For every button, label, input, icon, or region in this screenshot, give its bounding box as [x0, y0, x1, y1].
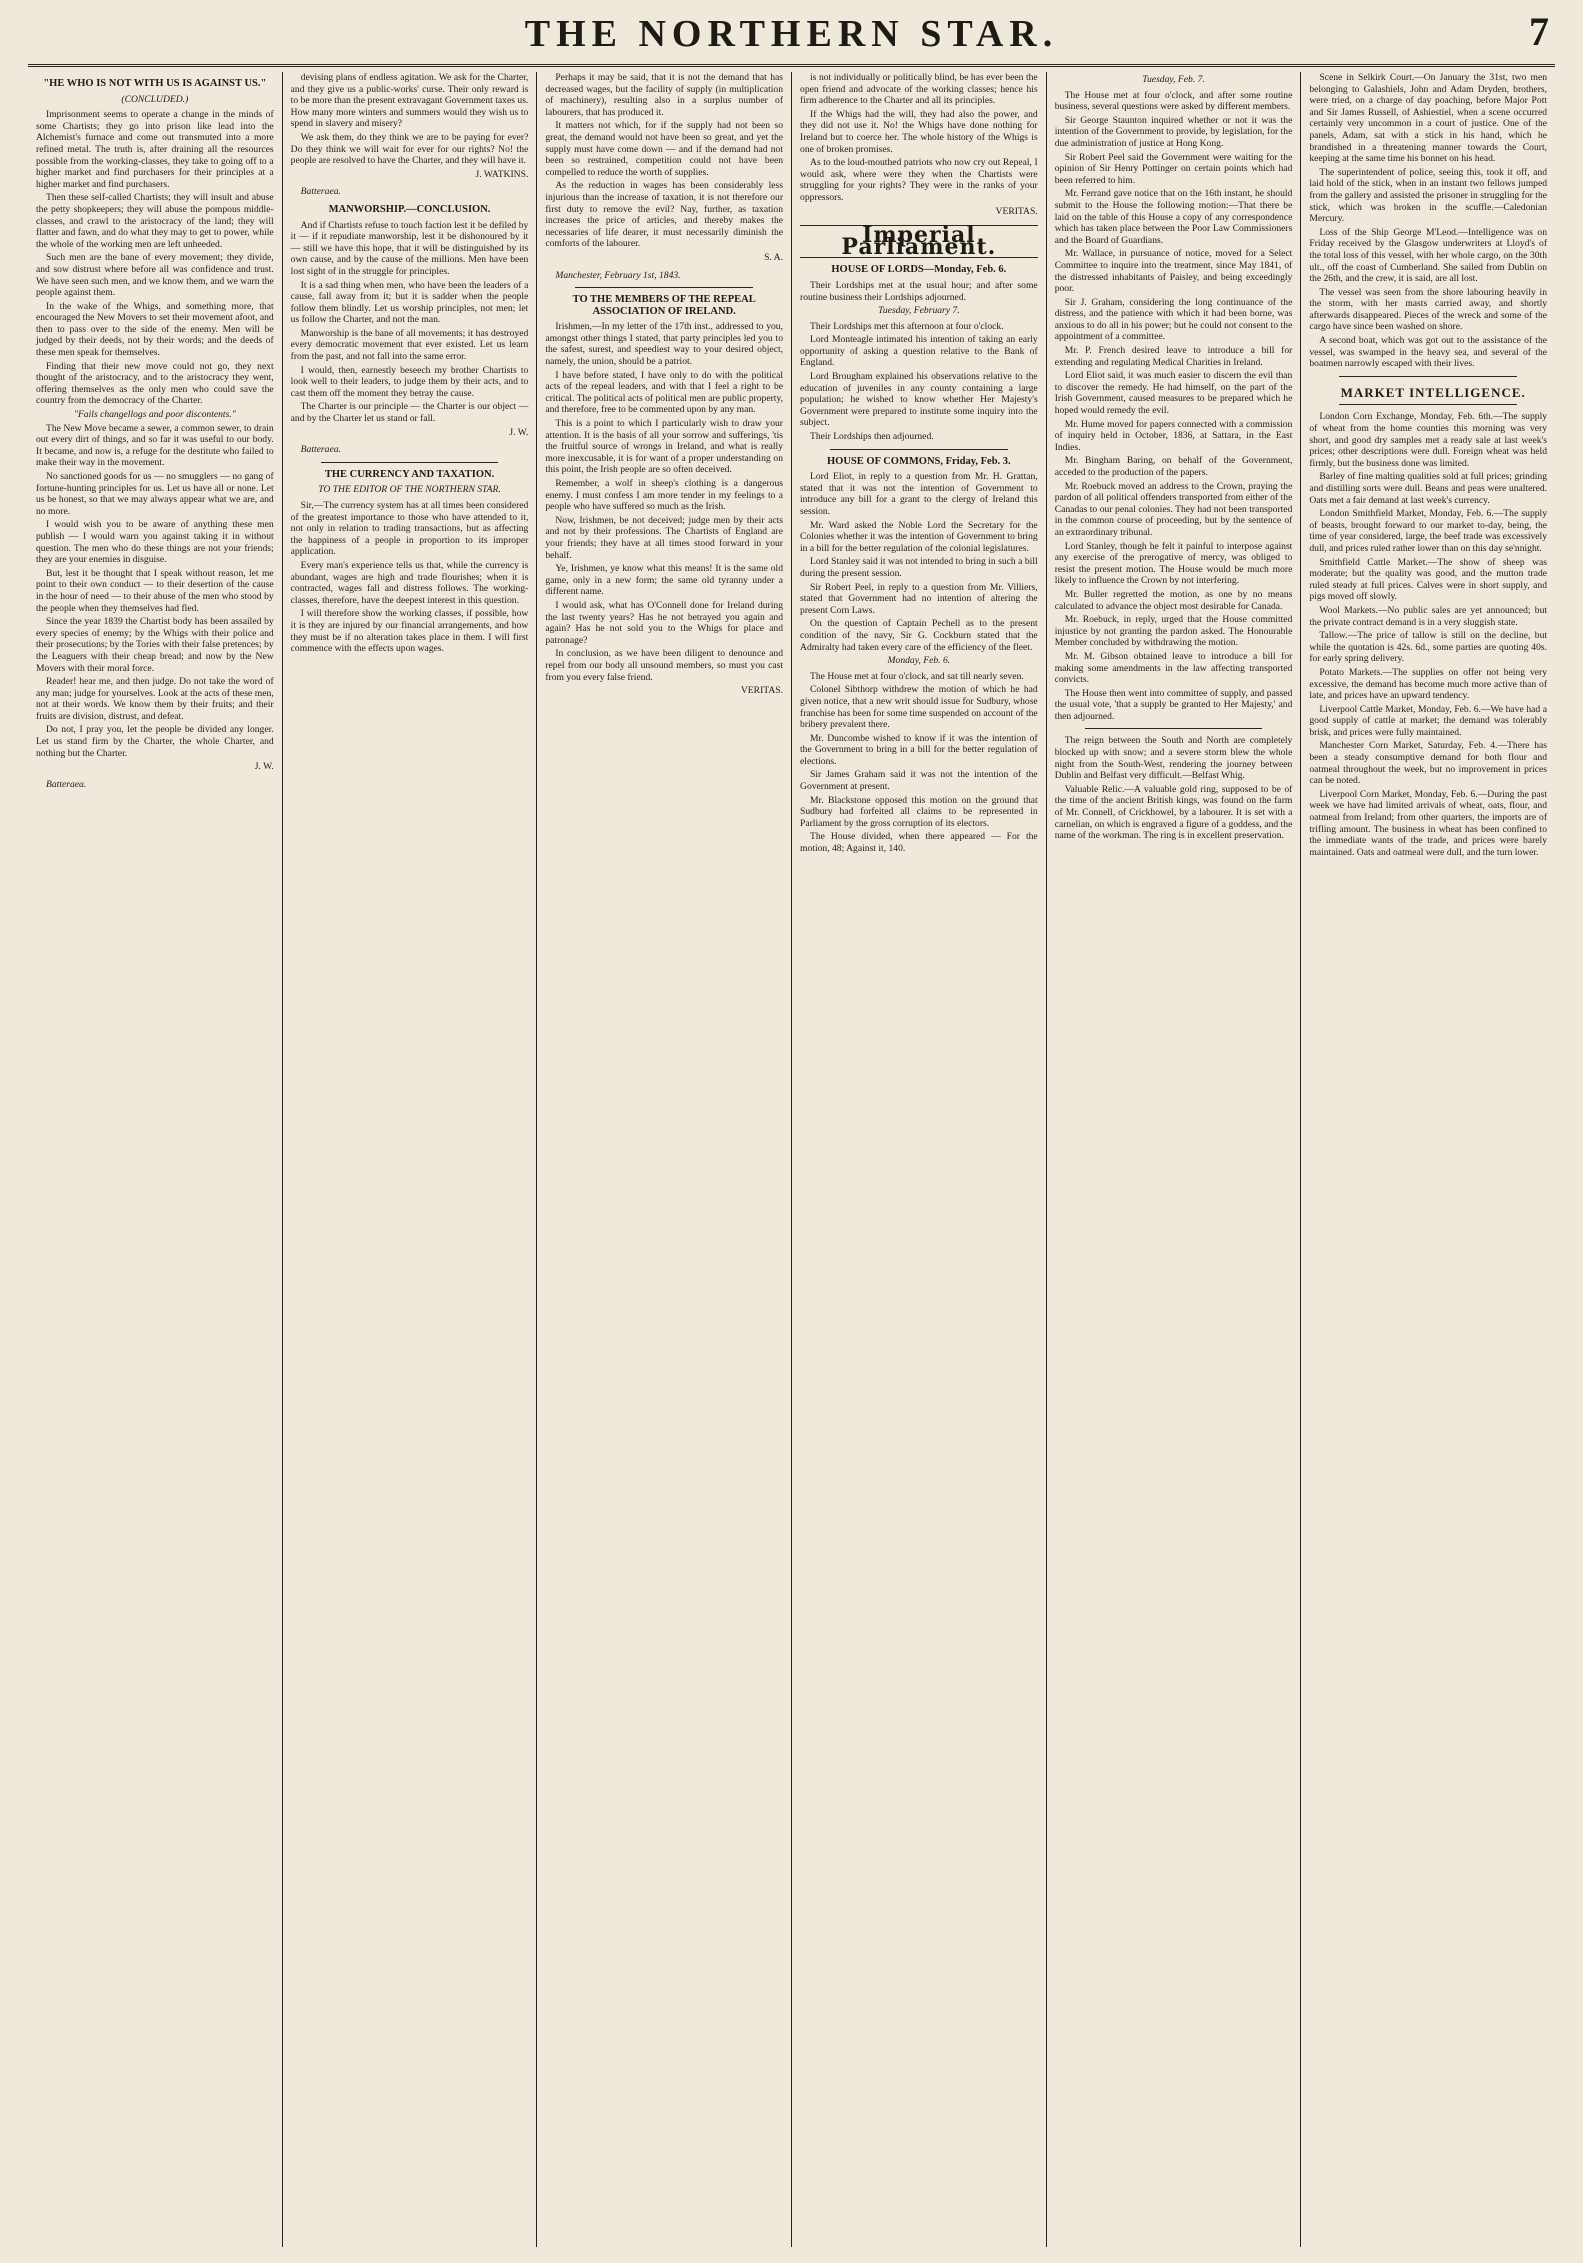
paragraph: We ask them, do they think we are to be paying for ever? Do they think we will wait for ever for our rights? No! the people are resolved to have the Charter, and they will have it.	[290, 131, 529, 167]
paragraph: Sir Robert Peel said the Government were waiting for the opinion of Sir Henry Pottinger on certain points which had been referred to him.	[1054, 151, 1293, 186]
dateline: Manchester, February 1st, 1843.	[555, 269, 681, 281]
paragraph: Lord Brougham explained his observations relative to the education of juveniles in any county containing a large population; he wished to know whether Her Majesty's Government were prepared to institute some inquiry into the subject.	[800, 371, 1038, 429]
paragraph: Imprisonment seems to operate a change in the minds of some Chartists; they go into prison like lead into the Alchemist's furnace and come out transmuted into a more refined metal. The truth is, after draining all the resources possible from the working-classes, they take to going off to a higher market and find purchasers for their principles at a higher market and find purchasers.	[36, 109, 274, 190]
place-line: Batteraea.	[46, 778, 87, 790]
paragraph: Since the year 1839 the Chartist body has been assailed by every species of enemy; by the Whigs with their police and their prosecutions; by the Tories with their false pretences; by the Leaguers with their cheap bread; and now by the New Movers with their moral force.	[36, 616, 274, 674]
paragraph: Mr. Duncombe wished to know if it was the intention of the Government to bring in a bill for the better regulation of elections.	[800, 732, 1038, 767]
paragraph: Their Lordships met at the usual hour; and after some routine business their Lordships adjourned.	[800, 279, 1038, 303]
column-4	[791, 72, 1046, 2247]
paragraph: I would wish you to be aware of anything these men publish — I would warn you against taking it in without question. The men who do these things are not your friends; they are your enemies in disguise.	[36, 519, 274, 566]
paragraph: Ye, Irishmen, ye know what this means! It is the same old game, only in a new form; the same old tyranny under a different name.	[545, 563, 784, 598]
article-heading: "HE WHO IS NOT WITH US IS AGAINST US."	[43, 78, 267, 89]
signature: J. W.	[254, 761, 274, 773]
paragraph: Valuable Relic.—A valuable gold ring, supposed to be of the time of the ancient British kings, was found on the farm of Mr. Connell, of Crickhowel, by a labourer. It is set with a carnelian, on which is engraved a figure of a goddess, and the name of the workman. The ring is in excellent preservation.	[1054, 783, 1293, 842]
paragraph: Lord Monteagle intimated his intention of taking an early opportunity of asking a question relative to the Bank of England.	[800, 334, 1038, 369]
paragraph: Potato Markets.—The supplies on offer not being very excessive, the demand has become much more active than of late, and prices have an upward tendency.	[1309, 666, 1548, 702]
paragraph: Tallow.—The price of tallow is still on the decline, but while the quotation is 42s. 6d., some parties are quoting 40s. for early spring delivery.	[1309, 630, 1548, 665]
paragraph: A second boat, which was got out to the assistance of the vessel, was swamped in the heavy sea, and several of the boatmen narrowly escaped with their lives.	[1309, 335, 1548, 370]
paragraph: Sir,—The currency system has at all times been considered of the greatest importance to those who have attended to it, not only in relation to trading transactions, but as affecting the happiness of a people in proportion to its improper application.	[290, 500, 529, 558]
paragraph: The House met at four o'clock, and after some routine business, several questions were asked by different members.	[1054, 89, 1293, 113]
paragraph: Scene in Selkirk Court.—On January the 31st, two men belonging to Galashiels, John and Adam Dryden, brothers, were tried, on a charge of day poaching, before Major Pott and Sir James Russell, of Ashiestiel, when a scene occurred certainly very uncommon in a court of justice. One of the panels, Adam, sat with a stick in his hand, which he brandished in a threatening manner towards the Court, keeping at the same time his bonnet on his head.	[1309, 72, 1548, 165]
signature: J. W.	[509, 426, 529, 438]
paragraph: Mr. Buller regretted the motion, as one by no means calculated to advance the object most desirable for Canada.	[1054, 588, 1293, 612]
paragraph: The Charter is our principle — the Charter is our object — and by the Charter let us stand or fall.	[290, 401, 529, 425]
column-1	[28, 72, 282, 2247]
paragraph: Wool Markets.—No public sales are yet announced; but the private contract demand is in a very sluggish state.	[1309, 604, 1548, 628]
paragraph: It is a sad thing when men, who have been the leaders of a cause, fall away from it; but it is sadder when the people follow them blindly. Let us worship principles, not men; let us follow the Charter, and not the man.	[290, 279, 529, 326]
paragraph: Every man's experience tells us that, while the currency is abundant, wages are high and trade flourishes; when it is contracted, wages fall and distress follows. The working-classes, therefore, have the deepest interest in this question.	[290, 559, 529, 606]
paragraph: Mr. Roebuck, in reply, urged that the House committed injustice by not granting the pardon asked. The Honourable Member concluded by withdrawing the motion.	[1054, 614, 1293, 649]
paragraph: Mr. Bingham Baring, on behalf of the Government, acceded to the production of the papers.	[1054, 455, 1293, 478]
place-line: Batteraea.	[300, 186, 341, 198]
paragraph: Mr. P. French desired leave to introduce a bill for extending and regulating Medical Charities in Ireland.	[1054, 345, 1293, 368]
masthead	[28, 0, 1555, 67]
column-5	[1046, 72, 1301, 2247]
paragraph: London Smithfield Market, Monday, Feb. 6.—The supply of beasts, brought forward to our market to-day, being, the time of year considered, large, the beef trade was excessively dull, and prices ruled rather lower than on this day se'nnight.	[1309, 508, 1548, 554]
divider	[1339, 404, 1517, 405]
place-line: Batteraea.	[300, 444, 341, 456]
paragraph: Remember, a wolf in sheep's clothing is a dangerous enemy. I must confess I am more tender in my feelings to a people who have suffered so much as the Irish.	[545, 478, 784, 513]
paragraph: Smithfield Cattle Market.—The show of sheep was moderate; but the quality was good, and the mutton trade ruled steady at full prices. Calves were in short supply, and pigs moved off slowly.	[1309, 556, 1548, 603]
paragraph: If the Whigs had the will, they had also the power, and they did not use it. No! the Whigs have done nothing for Ireland but to coerce her. The whole history of the Whigs is one of broken promises.	[800, 108, 1038, 155]
paragraph: Sir Robert Peel, in reply to a question from Mr. Villiers, stated that Government had no intention of altering the present Corn Laws.	[800, 581, 1038, 616]
paragraph: is not individually or politically blind, be has ever been the open friend and advocate of the working classes; hence his firm adherence to the Charter and all its principles.	[800, 72, 1038, 107]
section-heading: MARKET INTELLIGENCE.	[1340, 384, 1526, 400]
paragraph: Their Lordships then adjourned.	[810, 431, 934, 443]
paragraph: Loss of the Ship George M'Leod.—Intelligence was on Friday received by the Glasgow underwriters at Lloyd's of the total loss of this vessel, with her whole cargo, on the 30th ult., off the coast of Cumberland. She sailed from Dublin on the 26th, and the crew, it is said, are all lost.	[1309, 226, 1548, 285]
signature: J. WATKINS.	[475, 168, 529, 180]
paragraph: Irishmen,—In my letter of the 17th inst., addressed to you, amongst other things I stated, that party principles led you to the safest, surest, and speediest way to your desired object, namely, the union, should be a patriot.	[545, 321, 784, 368]
paragraph: The New Move became a sewer, a common sewer, to drain out every dirt of things, and so far it was useful to our body. It became, and now is, a refuge for the destitute who failed to make their way in the movement.	[36, 422, 274, 469]
article-subheading: (CONCLUDED.)	[121, 93, 189, 105]
paragraph: The superintendent of police, seeing this, took it off, and laid hold of the stick, when in an instant two fellows jumped from the gallery and assisted the prisoner in struggling for the stick, which was broken in the scuffle.—Caledonian Mercury.	[1309, 166, 1548, 225]
paragraph: I have before stated, I have only to do with the political acts of the repeal leaders, and with that I feel a right to be critical. The political acts of political men are public property, and therefore, free to be commented upon by any man.	[545, 369, 784, 416]
article-heading: TO THE MEMBERS OF THE REPEAL ASSOCIATION OF IRELAND.	[572, 294, 756, 317]
paragraph: Finding that their new move could not go, they next thought of the aristocracy, and to the aristocracy they went, offering themselves as the only men who could save the country from the democracy of the Charter.	[36, 360, 274, 407]
article-heading: HOUSE OF LORDS—Monday, Feb. 6.	[831, 264, 1007, 276]
paragraph: And if Chartists refuse to touch faction lest it be defiled by it — if it repudiate manworship, lest it be dishonoured by it — still we have this hope, that it will be distinguished by its own cause, and by the cause of the millions. Men have been lost sight of in the struggle for principles.	[290, 219, 529, 277]
paragraph: The House divided, when there appeared — For the motion, 48; Against it, 140.	[800, 831, 1038, 855]
paragraph: As to the loud-mouthed patriots who now cry out Repeal, I would ask, where were they when the Chartists were struggling for your rights? They were in the ranks of your oppressors.	[800, 157, 1038, 203]
paragraph: Manchester Corn Market, Saturday, Feb. 4.—There has been a steady consumptive demand for both flour and oatmeal throughout the week, but no improvement in prices can be noted.	[1309, 740, 1548, 787]
paragraph: Mr. M. Gibson obtained leave to introduce a bill for making some amendments in the law affecting transported convicts.	[1054, 650, 1293, 686]
paragraph: Lord Eliot said, it was much easier to discern the evil than to discover the remedy. He had himself, on the part of the Irish Government, caused measures to be prepared which he hoped would remedy the evil.	[1054, 370, 1293, 417]
paragraph: Then these self-called Chartists; they will insult and abuse the petty shopkeepers; they will abuse the pompous middle-classes, and crawl to the aristocracy of the land; they will flatter and fawn, and do what they may to get to power, while the whole of the working men are left unheeded.	[36, 192, 274, 250]
paragraph: In conclusion, as we have been diligent to denounce and repel from our body all unsound members, so must you cast from you every false friend.	[545, 648, 784, 683]
paragraph: It matters not which, for if the supply had not been so great, the demand would not have been so great, and yet the supply must have come down — and if the demand had not been so restrained, competition could not have been compelled to reduce the worth of supplies.	[545, 120, 784, 178]
article-subheading: TO THE EDITOR OF THE NORTHERN STAR.	[318, 484, 501, 496]
article-heading: MANWORSHIP.—CONCLUSION.	[328, 203, 491, 215]
section-heading: Imperial Parliament.	[800, 225, 1038, 258]
paragraph: Lord Stanley, though he felt it painful to interpose against any exercise of the prerogative of mercy, was obliged to resist the present motion. The House would be much more likely to influence the Crown by not interfering.	[1054, 540, 1293, 587]
quotation: "Fails changellogs and poor discontents."	[73, 409, 236, 421]
signature: S. A.	[764, 251, 784, 263]
paragraph: Lord Stanley said it was not intended to bring in such a bill during the present session.	[800, 556, 1038, 579]
paragraph: devising plans of endless agitation. We ask for the Charter, and they give us a public-works' curse. Their only reward is to be more than the present extravagant Government taxes us. How many more winters and summers would they wish us to spend in slavery and misery?	[290, 72, 529, 130]
paragraph: Mr. Hume moved for papers connected with a commission of inquiry held in October, 1836, at Sattara, in the East Indies.	[1054, 418, 1293, 453]
signature: VERITAS.	[995, 205, 1038, 217]
paragraph: Such men are the bane of every movement; they divide, and sow distrust where before all was confidence and trust. We have seen such men, and we know them, and we warn the people against them.	[36, 252, 274, 299]
paragraph: On the question of Captain Pechell as to the present condition of the navy, Sir G. Cockburn stated that the Admiralty had taken every care of the efficiency of the fleet.	[800, 618, 1038, 653]
paragraph: The vessel was seen from the shore labouring heavily in the storm, with her masts carried away, and shortly afterwards disappeared. Pieces of the wreck and some of the cargo have since been washed on shore.	[1309, 286, 1548, 333]
article-heading: THE CURRENCY AND TAXATION.	[324, 468, 495, 480]
paragraph: Mr. Wallace, in pursuance of notice, moved for a Select Committee to inquire into the treatment, since May 1841, of the distressed inhabitants of Paisley, and being exceedingly poor.	[1054, 248, 1293, 295]
article-subheading: Tuesday, February 7.	[878, 305, 960, 317]
paragraph: Lord Eliot, in reply to a question from Mr. H. Grattan, stated that it was not the intention of Government to introduce any bill for a grant to the clergy of Ireland this session.	[800, 471, 1038, 517]
divider	[321, 462, 499, 463]
column-2	[282, 72, 537, 2247]
paragraph: Manworship is the bane of all movements; it has destroyed every democratic movement that ever existed. Let us learn from the past, and not fall into the same error.	[290, 327, 529, 363]
divider	[575, 287, 753, 288]
column-6	[1300, 72, 1555, 2247]
paragraph: Their Lordships met this afternoon at four o'clock.	[810, 320, 1004, 332]
paragraph: This is a point to which I particularly wish to draw your attention. It is the basis of all your sorrow and sufferings, 'tis the fruitful source of wrongs in Ireland, and what is really more inexcusable, it is for want of a proper understanding on this point, the Irish people are so often deceived.	[545, 418, 784, 476]
paragraph: No sanctioned goods for us — no smugglers — no gang of fortune-hunting principles for us. Let us have all or none. Let us be honest, so that we may always appear what we are, and no more.	[36, 471, 274, 517]
paragraph: Sir J. Graham, considering the long continuance of the distress, and the patience with which it had been borne, was anxious to do all in his power; but he could not consent to the appointment of a committee.	[1054, 296, 1293, 343]
column-3	[536, 72, 791, 2247]
paragraph: Now, Irishmen, be not deceived; judge men by their acts and not by their professions. The Chartists of England are your friends; they have at all times stood forward in your behalf.	[545, 514, 784, 561]
paragraph: Perhaps it may be said, that it is not the demand that has decreased wages, but the facility of supply (in multiplication of machinery), resulting also in a surplus number of labourers, that has produced it.	[545, 72, 784, 118]
paragraph: Sir George Staunton inquired whether or not it was the intention of the Government to provide, by legislation, for the due administration of justice at Hong Kong.	[1054, 114, 1293, 149]
paragraph: London Corn Exchange, Monday, Feb. 6th.—The supply of wheat from the home counties this morning was very short, and good dry samples met a ready sale at last week's prices; other descriptions were dull. Foreign wheat was held firmly, but the business done was limited.	[1309, 411, 1548, 469]
paragraph: Mr. Blackstone opposed this motion on the ground that Sudbury had forfeited all claims to be represented in Parliament by the gross corruption of its electors.	[800, 794, 1038, 829]
paragraph: Mr. Roebuck moved an address to the Crown, praying the pardon of all political offenders transported from either of the Canadas to our penal colonies. They had not been transported in the common course of proceeding, but by the sentence of an extraordinary tribunal.	[1054, 480, 1293, 538]
paragraph: Liverpool Cattle Market, Monday, Feb. 6.—We have had a good supply of cattle at market; the demand was tolerably brisk, and prices were fully maintained.	[1309, 703, 1548, 738]
signature: VERITAS.	[740, 685, 784, 697]
newspaper-title: THE NORTHERN STAR.	[524, 13, 1059, 55]
paragraph: Do not, I pray you, let the people be divided any longer. Let us stand firm by the Charter, the whole Charter, and nothing but the Charter.	[36, 724, 274, 759]
paragraph: Sir James Graham said it was not the intention of the Government at present.	[800, 769, 1038, 793]
paragraph: The House met at four o'clock, and sat till nearly seven.	[810, 670, 1024, 682]
paragraph: I would, then, earnestly beseech my brother Chartists to look well to their leaders, to judge them by their acts, and to cast them off the moment they betray the cause.	[290, 364, 529, 399]
paragraph: Barley of fine malting qualities sold at full prices; grinding and distilling sorts were dull. Beans and peas were unaltered. Oats met a fair demand at last week's currency.	[1309, 471, 1548, 506]
paragraph: Colonel Sibthorp withdrew the motion of which he had given notice, that a new writ should issue for Sudbury, whose franchise has been for some time suspended on account of the bribery prevalent there.	[800, 684, 1038, 731]
paragraph: As the reduction in wages has been considerably less injurious than the increase of taxation, it is not therefore our first duty to remove the evil? Nay, further, as taxation increases the price of articles, and thereby makes the necessaries of life dearer, it must necessarily diminish the comforts of the labourer.	[545, 180, 784, 250]
page-number: 7	[1529, 9, 1549, 54]
paragraph: But, lest it be thought that I speak without reason, let me point to their own conduct — to their desertion of the cause in the hour of need — to their abuse of the men who stood by the people when they themselves had fled.	[36, 567, 274, 614]
paragraph: The House then went into committee of supply, and passed the usual vote, 'that a supply be granted to Her Majesty,' and then adjourned.	[1054, 687, 1293, 722]
article-subheading: Monday, Feb. 6.	[887, 655, 951, 667]
paragraph: Liverpool Corn Market, Monday, Feb. 6.—During the past week we have had limited arrivals of wheat, oats, flour, and oatmeal from Ireland; from other quarters, the imports are of trifling amount. The business in wheat has been confined to the immediate wants of the trade, and prices were barely maintained. Oats and oatmeal were dull, and the turn lower.	[1309, 788, 1548, 858]
paragraph: I will therefore show the working classes, if possible, how it is they are injured by our financial arrangements, and how they must be if no alteration takes place in them. I will first commence with the effects upon wages.	[290, 608, 529, 655]
divider	[1085, 728, 1263, 729]
paragraph: Mr. Ferrand gave notice that on the 16th instant, he should submit to the House the following motion:—That there be laid on the table of this House a copy of any correspondence which has taken place between the Poor Law Commissioners and the Board of Guardians.	[1054, 188, 1293, 246]
paragraph: The reign between the South and North are completely blocked up with snow; and a severe storm blew the whole night from the South-West, rendering the journey between Dublin and Belfast very difficult.—Belfast Whig.	[1054, 735, 1293, 782]
columns	[28, 72, 1555, 2247]
article-heading: HOUSE OF COMMONS, Friday, Feb. 3.	[827, 455, 1011, 467]
paragraph: Reader! hear me, and then judge. Do not take the word of any man; judge for yourselves. Look at the acts of these men, not at their words. We know them by their fruits; and their fruits are division, distrust, and defeat.	[36, 676, 274, 722]
paragraph: I would ask, what has O'Connell done for Ireland during the last twenty years? Has he not betrayed you again and again? Has he not sold you to the Whigs for place and patronage?	[545, 599, 784, 646]
paragraph: In the wake of the Whigs, and something more, that encouraged the New Movers to set their movement afoot, and then to pass over to the side of the enemy. Men will be judged by their deeds, not by their words; and the deeds of these men speak for themselves.	[36, 300, 274, 359]
divider	[830, 449, 1008, 450]
article-subheading: Tuesday, Feb. 7.	[1142, 74, 1205, 85]
paragraph: Mr. Ward asked the Noble Lord the Secretary for the Colonies whether it was the intention of Government to bring in a bill for the better regulation of the colonial legislatures.	[800, 519, 1038, 554]
divider	[1339, 376, 1517, 377]
